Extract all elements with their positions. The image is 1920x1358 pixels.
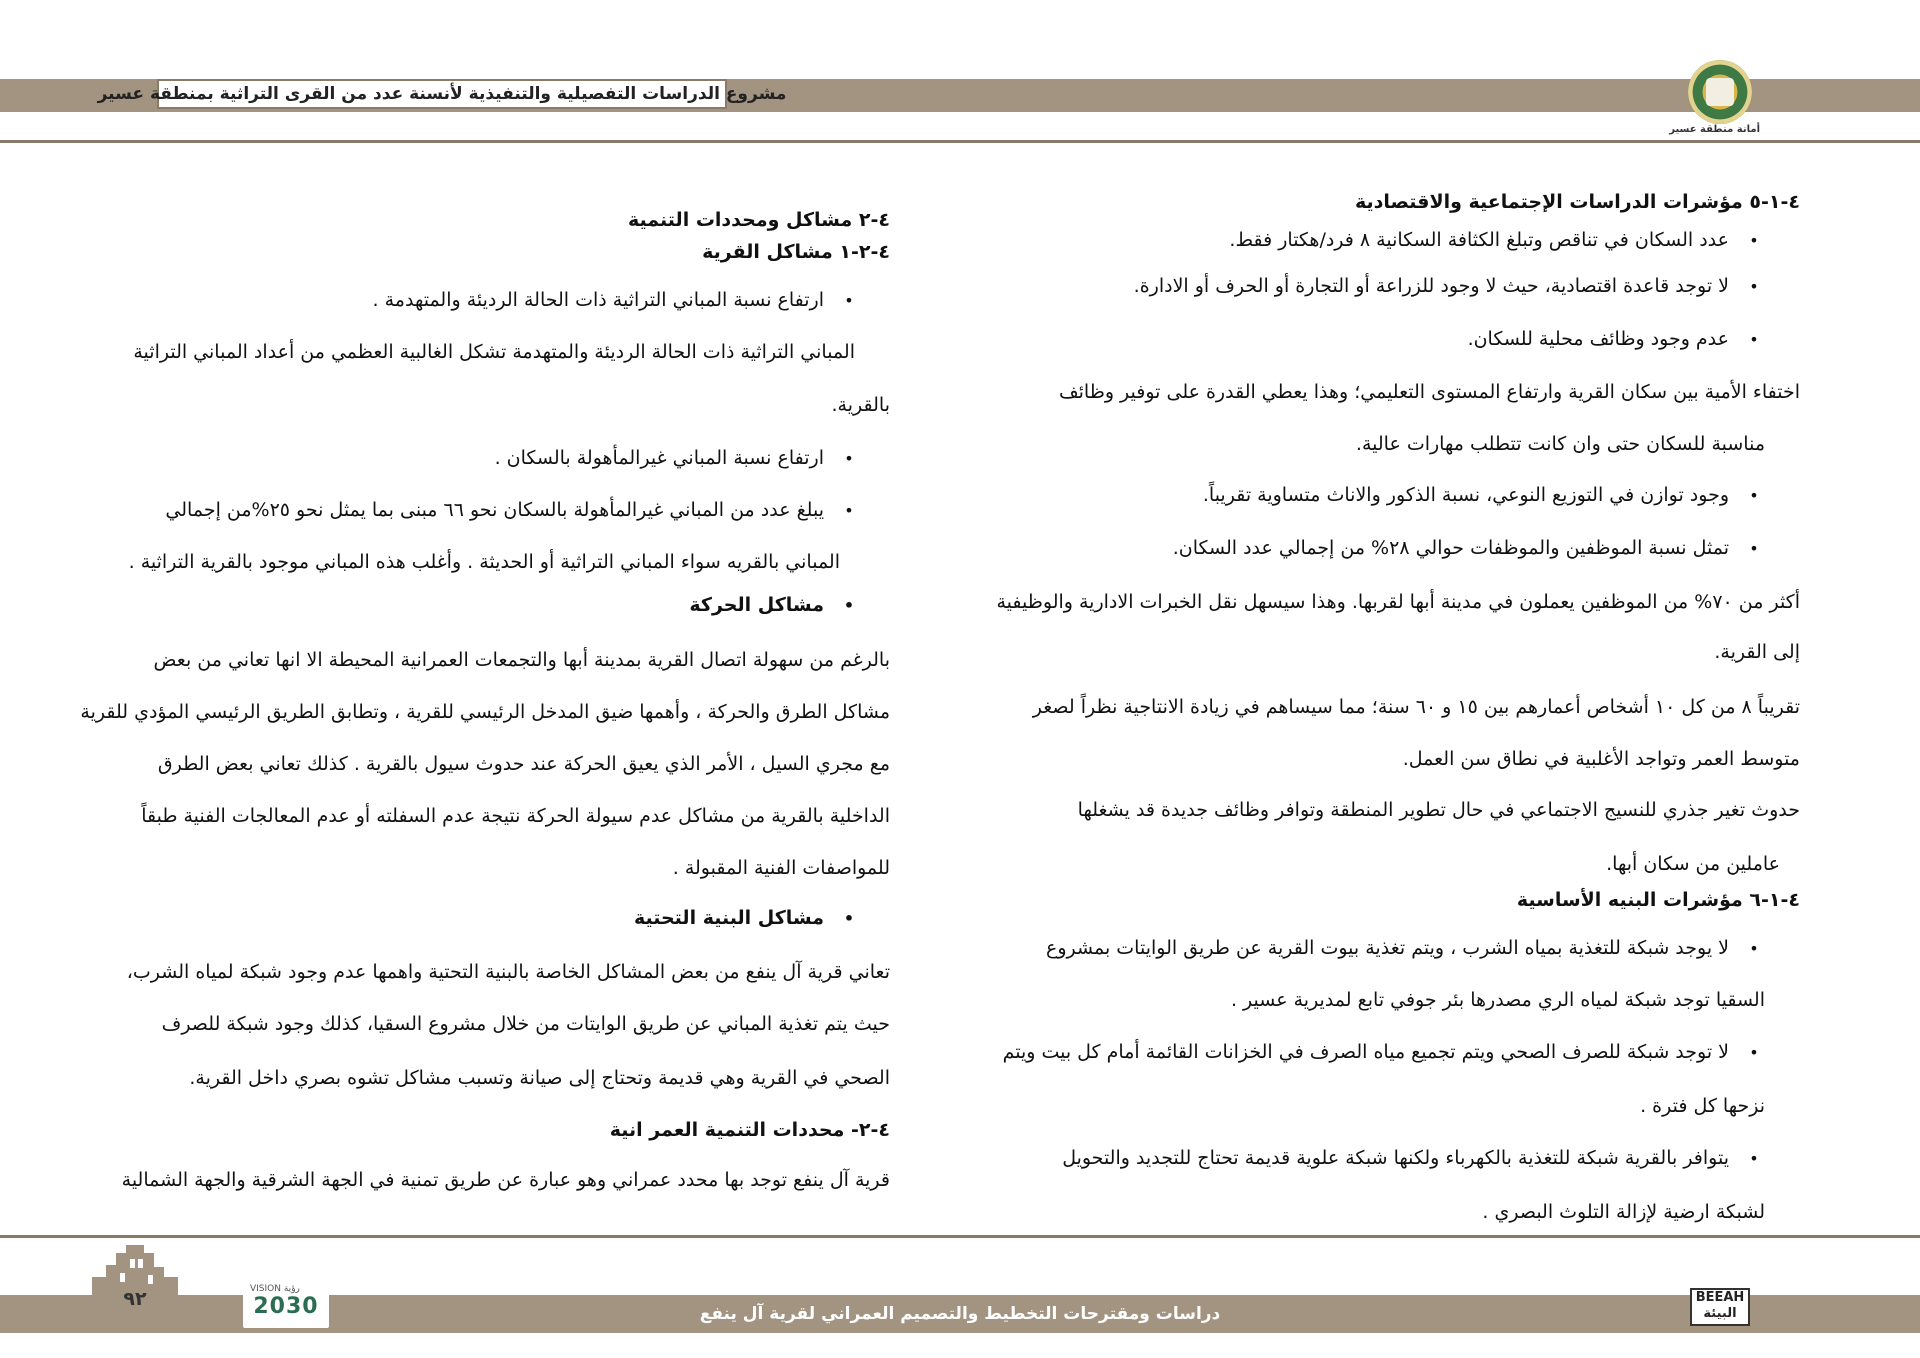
header-divider [0, 140, 1920, 143]
list-item: • يتوافر بالقرية شبكة للتغذية بالكهرباء ولكنها شبكة علوية قديمة تحتاج للتجديد والتحويل [985, 1146, 1765, 1171]
paragraph-line: اختفاء الأمية بين سكان القرية وارتفاع المستوى التعليمي؛ وهذا يعطي القدرة على توفير وظائف [1058, 381, 1800, 403]
list-item: • لا يوجد شبكة للتغذية بمياه الشرب ، ويتم تغذية بيوت القرية عن طريق الوايتات بمشروع [985, 936, 1765, 961]
paragraph-line: أكثر من ٧٠% من الموظفين يعملون في مدينة أبها لقربها. وهذا سيسهل نقل الخبرات الادارية والوظيفية [996, 591, 1800, 613]
list-item: • ارتفاع نسبة المباني التراثية ذات الحالة الرديئة والمتهدمة . [100, 288, 860, 313]
paragraph-line: مناسبة للسكان حتى وان كانت تتطلب مهارات عالية. [1355, 433, 1765, 455]
paragraph-line: المباني بالقريه سواء المباني التراثية أو الحديثة . وأغلب هذه المباني موجود بالقرية التراثية . [128, 551, 840, 573]
paragraph-line: المباني التراثية ذات الحالة الرديئة والمتهدمة تشكل الغالبية العظمي من أعداد المباني التراثية [133, 341, 855, 363]
list-item: • وجود توازن في التوزيع النوعي، نسبة الذكور والاناث متساوية تقريباً. [985, 483, 1765, 508]
section-heading-development-problems: ٤-٢ مشاكل ومحددات التنمية [628, 209, 890, 231]
paragraph-line: بالرغم من سهولة اتصال القرية بمدينة أبها والتجمعات العمرانية المحيطة الا انها تعاني من بعض [153, 649, 890, 671]
paragraph-line: إلى القرية. [1714, 641, 1800, 663]
section-heading-urban-constraints: ٤-٢- محددات التنمية العمر انية [609, 1119, 890, 1141]
paragraph-line: الصحي في القرية وهي قديمة وتحتاج إلى صيانة وتسبب مشاكل تشوه بصري داخل القرية. [189, 1067, 890, 1089]
list-item: • عدم وجود وظائف محلية للسكان. [985, 327, 1765, 352]
paragraph-line: لشبكة ارضية لإزالة التلوث البصري . [1482, 1201, 1765, 1223]
footer-title: دراسات ومقترحات التخطيط والتصميم العمراني لقرية آل ينفع [699, 1304, 1221, 1324]
paragraph-line: تعاني قرية آل ينفع من بعض المشاكل الخاصة بالبنية التحتية واهمها عدم وجود شبكة لمياه الشرب، [126, 961, 890, 983]
logo-emblem-icon [1706, 78, 1734, 106]
logo-caption: أمانة منطقة عسير [1669, 124, 1760, 135]
paragraph-line: تقريباً ٨ من كل ١٠ أشخاص أعمارهم بين ١٥ و ٦٠ سنة؛ مما سيساهم في زيادة الانتاجية نظراً لصغر [1032, 696, 1800, 718]
list-item-infrastructure-problems: • مشاكل البنية التحتية [100, 906, 860, 931]
paragraph-line: مشاكل الطرق والحركة ، وأهمها ضيق المدخل الرئيسي للقرية ، وتطابق الطريق الرئيسي المؤدي للقرية [80, 701, 890, 723]
list-item-movement-problems: • مشاكل الحركة [100, 593, 860, 618]
paragraph-line: السقيا توجد شبكة لمياه الري مصدرها بئر جوفي تابع لمديرية عسير . [1230, 989, 1765, 1011]
paragraph-line: نزحها كل فترة . [1640, 1095, 1765, 1117]
paragraph-line: متوسط العمر وتواجد الأغلبية في نطاق سن العمل. [1402, 748, 1800, 770]
section-heading-village-problems: ٤-٢-١ مشاكل القرية [702, 241, 890, 263]
paragraph-line: بالقرية. [831, 394, 890, 416]
paragraph-line: مع مجري السيل ، الأمر الذي يعيق الحركة عند حدوث سيول بالقرية . كذلك تعاني بعض الطرق [157, 753, 890, 775]
paragraph-line: الداخلية بالقرية من مشاكل عدم سيولة الحركة نتيجة عدم السفلته أو عدم المعالجات الفنية طبقاً [141, 805, 890, 827]
vision-label: VISION رؤية [250, 1284, 300, 1294]
paragraph-line: عاملين من سكان أبها. [1606, 853, 1780, 875]
paragraph-line: حيث يتم تغذية المباني عن طريق الوايتات من خلال مشروع السقيا، كذلك وجود شبكة للصرف [161, 1013, 890, 1035]
page-number: ٩٢ [123, 1288, 147, 1310]
vision-year: 2030 [253, 1294, 319, 1319]
beeah-logo: BEEAH البيئة [1690, 1288, 1750, 1326]
header-title: مشروع الدراسات التفصيلية والتنفيذية لأنسنة عدد من القرى التراثية بمنطقة عسير [157, 79, 727, 109]
list-item: • ارتفاع نسبة المباني غيرالمأهولة بالسكان . [100, 446, 860, 471]
list-item: • عدد السكان في تناقص وتبلغ الكثافة السكانية ٨ فرد/هكتار فقط. [985, 228, 1765, 253]
paragraph-line: للمواصفات الفنية المقبولة . [672, 857, 890, 879]
paragraph-line: حدوث تغير جذري للنسيج الاجتماعي في حال تطوير المنطقة وتوافر وظائف جديدة قد يشغلها [1077, 799, 1800, 821]
list-item: • تمثل نسبة الموظفين والموظفات حوالي ٢٨% من إجمالي عدد السكان. [985, 536, 1765, 561]
section-heading-infrastructure: ٤-١-٦ مؤشرات البنيه الأساسية [1516, 889, 1800, 911]
footer-divider [0, 1235, 1920, 1238]
paragraph-line: قرية آل ينفع توجد بها محدد عمراني وهو عبارة عن طريق تمنية في الجهة الشرقية والجهة الشمالية [121, 1169, 890, 1191]
section-heading-social-economic: ٤-١-٥ مؤشرات الدراسات الإجتماعية والاقتصادية [1354, 191, 1800, 213]
list-item: • يبلغ عدد من المباني غيرالمأهولة بالسكان نحو ٦٦ مبنى بما يمثل نحو ٢٥%من إجمالي [100, 498, 860, 523]
list-item: • لا توجد شبكة للصرف الصحي ويتم تجميع مياه الصرف في الخزانات القائمة أمام كل بيت ويتم [985, 1040, 1765, 1065]
list-item: • لا توجد قاعدة اقتصادية، حيث لا وجود للزراعة أو التجارة أو الحرف أو الادارة. [985, 274, 1765, 299]
